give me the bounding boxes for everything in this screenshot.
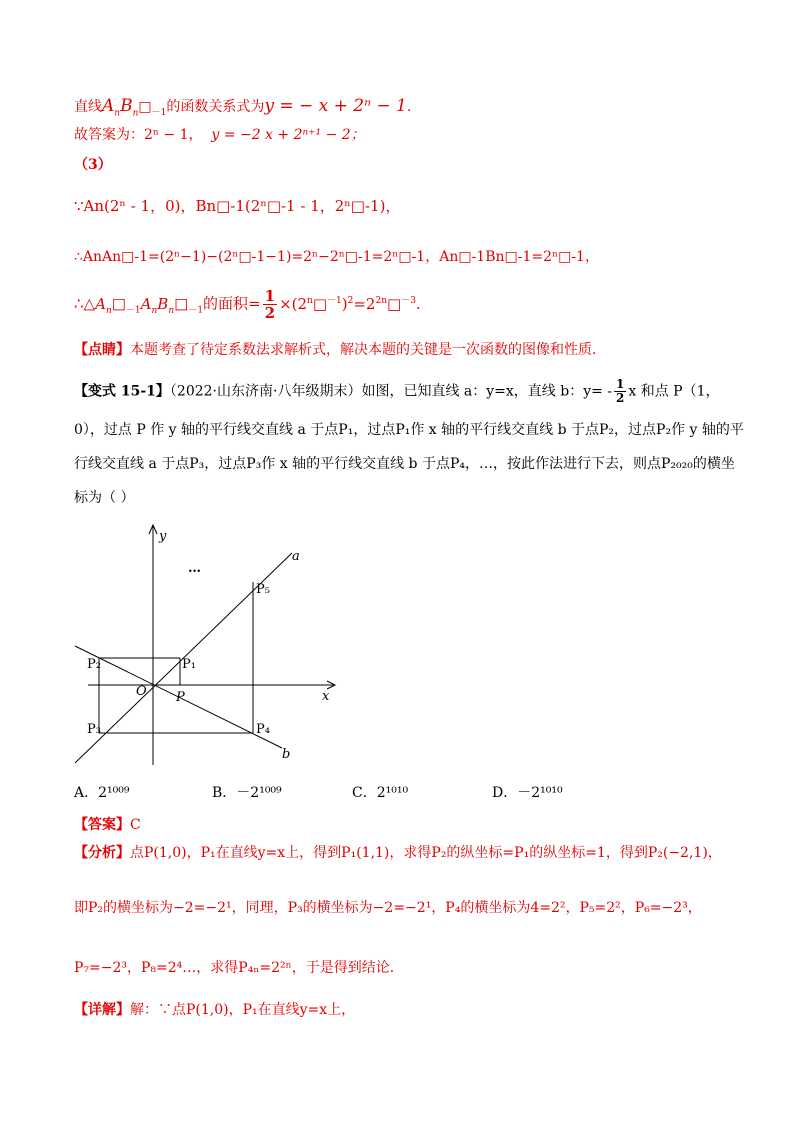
label-o: O — [136, 684, 147, 699]
label-p5: P₅ — [256, 582, 270, 597]
problem-line-4: 标为（ ） — [74, 490, 135, 506]
label-y: y — [159, 529, 167, 544]
problem-line-3: 行线交直线 a 于点P₃，过点P₃作 x 轴的平行线交直线 b 于点P₄，…，按此作法进行下去，则点P₂₀₂₀的横坐 — [74, 456, 735, 472]
solution-line-4: ∵An(2ⁿ - 1，0)，Bn□-1(2ⁿ□-1 - 1，2ⁿ□-1)， — [74, 197, 401, 215]
label-x: x — [322, 689, 330, 704]
analysis-line-2: 即P₂的横坐标为−2=−2¹，同理，P₃的横坐标为−2=−2¹，P₄的横坐标为4=2²，P₅=2²，P₆=−2³， — [74, 900, 702, 916]
problem-line-2: 0），过点 P 作 y 轴的平行线交直线 a 于点P₁，过点P₁作 x 轴的平行线交直线 b 于点P₂，过点P₂作 y 轴的平 — [74, 422, 744, 438]
option-d[interactable]: D．－2¹⁰¹⁰ — [492, 785, 563, 801]
label-p4: P₄ — [256, 722, 270, 737]
label-a: a — [292, 549, 300, 564]
part-3-label: （3） — [74, 157, 112, 173]
solution-line-6: $\therefore\triangle A_n□_{-1}A_nB_n□_{-1}$的面积= $\frac{1}{2}$ $\times(2^n□^{-1})^2=2^{2n}□^{-3}$. — [74, 287, 421, 322]
answer-line: 故答案为：2ⁿ − 1， y = −2 x + 2ⁿ⁺¹ − 2； — [74, 127, 365, 143]
problem-line-1: 【变式 15-1】（2022·山东济南·八年级期末）如图，已知直线 a：y=x，直线 b：y= - $\frac{1}{2}$ x 和点 P（1， — [74, 377, 720, 405]
answer-row: 【答案】C — [74, 817, 141, 833]
detail-line-1: 【详解】解：∵点P(1,0)，P₁在直线y=x上， — [74, 1002, 356, 1018]
label-p3: P₃ — [87, 722, 101, 737]
comment-line: 【点睛】本题考查了待定系数法求解析式，解决本题的关键是一次函数的图像和性质． — [74, 342, 606, 358]
label-p: P — [176, 690, 185, 705]
geometry-figure — [70, 520, 350, 770]
analysis-line-3: P₇=−2³，P₈=2⁴…，求得P₄ₙ=2²ⁿ，于是得到结论． — [74, 960, 404, 976]
solution-line-5: ∴AnAn□-1=(2ⁿ−1)−(2ⁿ□-1−1)=2ⁿ−2ⁿ□-1=2ⁿ□-1，An□-1Bn□-1=2ⁿ□-1， — [74, 249, 599, 265]
label-b: b — [282, 747, 291, 762]
option-b[interactable]: B．－2¹⁰⁰⁹ — [212, 785, 282, 801]
label-p2: P₂ — [87, 657, 101, 672]
analysis-line-1: 【分析】点P(1,0)，P₁在直线y=x上，得到P₁(1,1)，求得P₂的纵坐标=P₁的纵坐标=1，得到P₂(−2,1)， — [74, 845, 722, 861]
solution-line-1: 直线$A_nB_n□_{-1}$的函数关系式为y = − x + 2ⁿ − 1. — [74, 96, 412, 119]
option-c[interactable]: C．2¹⁰¹⁰ — [352, 785, 409, 801]
label-dots: … — [188, 561, 201, 576]
option-a[interactable]: A．2¹⁰⁰⁹ — [74, 785, 130, 801]
label-p1: P₁ — [182, 657, 196, 672]
